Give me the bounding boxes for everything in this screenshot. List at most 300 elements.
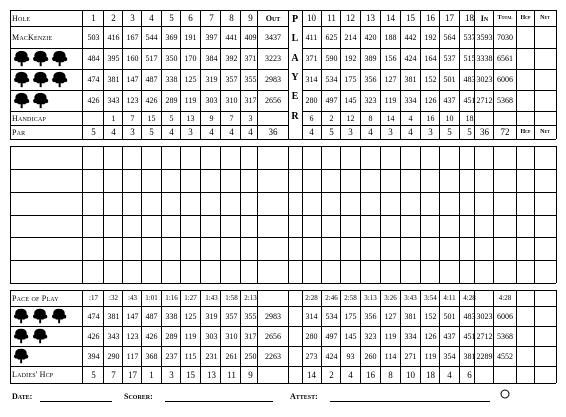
yardage-cell: 424 bbox=[404, 54, 417, 63]
publisher-logo bbox=[500, 389, 510, 400]
rule-line bbox=[556, 10, 557, 139]
yardage-cell: 544 bbox=[145, 33, 158, 42]
yardage-cell: 437 bbox=[443, 96, 456, 105]
handicap-cell: 13 bbox=[186, 113, 195, 123]
yardage-cell: 356 bbox=[364, 75, 377, 84]
rule-line bbox=[556, 290, 557, 383]
in-yardage: 3338 bbox=[476, 54, 493, 63]
pace-cell: 1:58 bbox=[225, 294, 238, 302]
tree-icon bbox=[13, 71, 30, 88]
yardage-cell: 152 bbox=[424, 75, 437, 84]
pace-cell: :32 bbox=[109, 294, 118, 302]
rule-line bbox=[493, 10, 494, 139]
rule-line bbox=[534, 146, 535, 283]
pace-cell: 2:13 bbox=[244, 294, 257, 302]
pace-cell: 2:58 bbox=[344, 294, 357, 302]
pace-cell: 2:46 bbox=[325, 294, 338, 302]
rule-line bbox=[240, 146, 241, 283]
ladies-hcp-row bbox=[0, 366, 566, 383]
yardage-cell: 397 bbox=[205, 33, 218, 42]
rule-line bbox=[122, 290, 123, 383]
rule-line bbox=[82, 290, 83, 383]
handicap-cell: 16 bbox=[426, 113, 435, 123]
yardage-cell: 119 bbox=[424, 351, 437, 361]
yardage-cell: 127 bbox=[384, 311, 397, 321]
hole-number: 12 bbox=[346, 13, 355, 23]
tree-icon bbox=[32, 92, 49, 109]
yardage-cell: 260 bbox=[364, 351, 377, 361]
hole-number: 13 bbox=[366, 13, 375, 23]
yardage-cell: 451 bbox=[463, 331, 476, 341]
ladies-hcp-cell: 5 bbox=[91, 369, 96, 380]
in-yardage: 3593 bbox=[476, 33, 493, 42]
yardage-cell: 237 bbox=[165, 351, 178, 361]
pace-row bbox=[0, 290, 566, 306]
rule-line bbox=[534, 10, 535, 139]
tree-icon bbox=[32, 308, 48, 324]
par-label: Par bbox=[12, 127, 26, 137]
rule-line bbox=[420, 290, 421, 383]
par-out: 36 bbox=[268, 127, 278, 137]
yardage-cell: 354 bbox=[443, 351, 456, 361]
pace-cell: 1:43 bbox=[205, 294, 218, 302]
yardage-cell: 317 bbox=[244, 331, 257, 341]
ladies-tee-row bbox=[0, 306, 566, 326]
ladies-hcp-cell: 14 bbox=[307, 369, 316, 380]
yardage-cell: 411 bbox=[305, 33, 318, 42]
hole-number: 5 bbox=[169, 13, 174, 23]
ladies-hcp-cell: 10 bbox=[406, 369, 415, 380]
par-cell: 3 bbox=[428, 127, 433, 137]
out-yardage: 2656 bbox=[265, 96, 281, 105]
par-cell: 4 bbox=[169, 127, 174, 137]
tree-icon bbox=[13, 328, 29, 344]
yardage-cell: 381 bbox=[107, 75, 120, 84]
par-in: 36 bbox=[480, 127, 489, 137]
in-yardage: 2712 bbox=[476, 331, 493, 341]
hole-number: 15 bbox=[406, 13, 415, 23]
rule-line bbox=[10, 10, 288, 11]
yardage-cell: 123 bbox=[126, 96, 139, 105]
yardage-cell: 289 bbox=[165, 96, 178, 105]
total-yardage: 6006 bbox=[497, 311, 513, 321]
yardage-cell: 395 bbox=[107, 54, 120, 63]
rule-line bbox=[10, 125, 288, 126]
yardage-cell: 389 bbox=[364, 54, 377, 63]
yardage-cell: 426 bbox=[145, 331, 158, 341]
rule-line bbox=[516, 146, 517, 283]
yardage-cell: 117 bbox=[126, 351, 139, 361]
rule-line bbox=[474, 146, 475, 283]
rule-line bbox=[380, 146, 381, 283]
yardage-cell: 409 bbox=[244, 33, 257, 42]
handicap-cell: 3 bbox=[248, 113, 253, 123]
out-yardage: 3437 bbox=[265, 33, 281, 42]
yardage-cell: 474 bbox=[87, 311, 100, 321]
par-total: 72 bbox=[500, 127, 510, 137]
handicap-cell: 6 bbox=[309, 113, 314, 123]
yardage-cell: 426 bbox=[87, 331, 100, 341]
out-yardage: 2983 bbox=[265, 75, 281, 84]
attest-field-line[interactable] bbox=[330, 401, 490, 402]
yardage-cell: 290 bbox=[107, 351, 120, 361]
hole-number: 6 bbox=[188, 13, 193, 23]
player-letter: P bbox=[291, 14, 299, 26]
handicap-cell: 7 bbox=[229, 113, 234, 123]
par-cell: 4 bbox=[309, 127, 314, 137]
tee-row bbox=[0, 48, 566, 69]
tree-icon bbox=[32, 50, 49, 67]
hole-number: 10 bbox=[307, 13, 316, 23]
yardage-cell: 250 bbox=[244, 351, 257, 361]
yardage-cell: 145 bbox=[344, 331, 357, 341]
ladies-hcp-label: Ladies' Hcp bbox=[12, 370, 54, 379]
par-cell: 3 bbox=[388, 127, 393, 137]
yardage-cell: 357 bbox=[225, 75, 238, 84]
handicap-row bbox=[0, 111, 566, 125]
rule-line bbox=[122, 10, 123, 139]
tee-row bbox=[0, 90, 566, 111]
rule-line bbox=[141, 146, 142, 283]
yardage-cell: 303 bbox=[205, 96, 218, 105]
yardage-cell: 126 bbox=[424, 96, 437, 105]
handicap-cell: 4 bbox=[408, 113, 413, 123]
par-cell: 4 bbox=[248, 127, 253, 137]
handicap-cell: 5 bbox=[169, 113, 174, 123]
yardage-cell: 369 bbox=[165, 33, 178, 42]
rule-line bbox=[474, 290, 475, 383]
tree-icon bbox=[51, 71, 68, 88]
yardage-cell: 534 bbox=[325, 75, 338, 84]
yardage-cell: 192 bbox=[424, 33, 437, 42]
yardage-cell: 160 bbox=[126, 54, 139, 63]
yardage-cell: 164 bbox=[424, 54, 437, 63]
yardage-cell: 392 bbox=[225, 54, 238, 63]
yardage-cell: 384 bbox=[205, 54, 218, 63]
yardage-cell: 93 bbox=[346, 351, 355, 361]
out-yardage: 2983 bbox=[265, 311, 281, 321]
tee-row bbox=[0, 27, 566, 48]
yardage-cell: 119 bbox=[384, 96, 397, 105]
attest-field: Attest: bbox=[290, 392, 318, 401]
yardage-cell: 371 bbox=[305, 54, 318, 63]
yardage-cell: 323 bbox=[364, 96, 377, 105]
yardage-cell: 119 bbox=[384, 331, 397, 341]
pace-cell: 1:16 bbox=[165, 294, 178, 302]
ladies-hcp-cell: 3 bbox=[169, 369, 174, 380]
scorer-field-line[interactable] bbox=[165, 401, 273, 402]
ladies-hcp-cell: 2 bbox=[329, 369, 334, 380]
par-cell: 4 bbox=[111, 127, 116, 137]
scorer-field: Scorer: bbox=[124, 392, 153, 401]
out-yardage: 2263 bbox=[265, 351, 281, 361]
rule-line bbox=[180, 10, 181, 139]
total-yardage: 6006 bbox=[497, 75, 513, 84]
yardage-cell: 261 bbox=[225, 351, 238, 361]
pace-total: 4:28 bbox=[498, 294, 512, 302]
yardage-cell: 167 bbox=[126, 33, 139, 42]
player-letter: E bbox=[291, 91, 299, 103]
rule-line bbox=[439, 146, 440, 283]
tree-icon bbox=[51, 308, 67, 324]
tee-row bbox=[0, 69, 566, 90]
tree-icon bbox=[51, 50, 68, 67]
hole-number: 4 bbox=[149, 13, 154, 23]
rule-line bbox=[82, 146, 83, 283]
rule-line bbox=[556, 146, 557, 283]
yardage-cell: 119 bbox=[184, 331, 197, 341]
handicap-cell: 10 bbox=[445, 113, 454, 123]
yardage-cell: 590 bbox=[325, 54, 338, 63]
yardage-cell: 280 bbox=[305, 96, 318, 105]
hole-label: Hole bbox=[12, 13, 31, 23]
yardage-cell: 437 bbox=[443, 331, 456, 341]
rule-line bbox=[459, 10, 460, 139]
total-yardage: 5368 bbox=[497, 331, 513, 341]
ladies-hcp-cell: 11 bbox=[227, 369, 236, 380]
rule-line bbox=[200, 146, 201, 283]
in-label: In bbox=[480, 13, 489, 23]
rule-line bbox=[321, 10, 322, 139]
yardage-cell: 625 bbox=[325, 33, 338, 42]
yardage-cell: 343 bbox=[107, 331, 120, 341]
par-cell: 3 bbox=[130, 127, 135, 137]
yardage-cell: 497 bbox=[325, 331, 338, 341]
yardage-cell: 310 bbox=[225, 331, 238, 341]
handicap-cell bbox=[84, 111, 103, 125]
rule-line bbox=[302, 290, 303, 383]
handicap-cell: 9 bbox=[209, 113, 214, 123]
yardage-cell: 424 bbox=[325, 351, 338, 361]
rule-line bbox=[474, 10, 475, 139]
par-row bbox=[0, 125, 566, 139]
rule-line bbox=[161, 146, 162, 283]
rule-line bbox=[103, 290, 104, 383]
yardage-cell: 156 bbox=[384, 54, 397, 63]
yardage-cell: 114 bbox=[384, 351, 397, 361]
handicap-cell: 2 bbox=[329, 113, 334, 123]
yardage-cell: 474 bbox=[87, 75, 100, 84]
hcp-label: Hcp bbox=[520, 15, 531, 21]
out-yardage: 2656 bbox=[265, 331, 281, 341]
rule-line bbox=[257, 290, 258, 383]
rule-line bbox=[302, 146, 303, 283]
yardage-cell: 338 bbox=[165, 75, 178, 84]
yardage-cell: 343 bbox=[107, 96, 120, 105]
yardage-cell: 426 bbox=[87, 96, 100, 105]
total-yardage: 5368 bbox=[497, 96, 513, 105]
player-letter: A bbox=[291, 52, 299, 64]
rule-line bbox=[161, 10, 162, 139]
rule-line bbox=[10, 146, 11, 283]
rule-line bbox=[493, 146, 494, 283]
yardage-cell: 420 bbox=[364, 33, 377, 42]
tree-icon bbox=[32, 71, 49, 88]
par-cell: 4 bbox=[209, 127, 214, 137]
yardage-cell: 381 bbox=[107, 311, 120, 321]
rule-line bbox=[240, 290, 241, 383]
ladies-tee-row bbox=[0, 346, 566, 366]
yardage-cell: 503 bbox=[87, 33, 100, 42]
rule-line bbox=[122, 146, 123, 283]
yardage-cell: 368 bbox=[145, 351, 158, 361]
ladies-hcp-cell: 18 bbox=[426, 369, 435, 380]
pace-cell: 2:28 bbox=[305, 294, 318, 302]
yardage-cell: 152 bbox=[424, 311, 437, 321]
rule-line bbox=[200, 290, 201, 383]
rule-line bbox=[180, 290, 181, 383]
hole-number: 16 bbox=[426, 13, 435, 23]
yardage-cell: 119 bbox=[184, 96, 197, 105]
par-cell: 4 bbox=[368, 127, 373, 137]
ladies-hcp-cell: 15 bbox=[186, 369, 195, 380]
yardage-cell: 416 bbox=[107, 33, 120, 42]
pace-cell: 3:54 bbox=[424, 294, 437, 302]
rule-line bbox=[240, 10, 241, 139]
yardage-cell: 426 bbox=[145, 96, 158, 105]
rule-line bbox=[439, 10, 440, 139]
rule-line bbox=[302, 10, 303, 139]
ladies-hcp-cell: 9 bbox=[248, 369, 253, 380]
yardage-cell: 394 bbox=[87, 351, 100, 361]
hole-number: 17 bbox=[445, 13, 454, 23]
yardage-cell: 537 bbox=[463, 33, 476, 42]
ladies-tee-row bbox=[0, 326, 566, 346]
rule-line bbox=[321, 290, 322, 383]
rule-line bbox=[288, 10, 302, 11]
yardage-cell: 310 bbox=[225, 96, 238, 105]
yardage-cell: 534 bbox=[325, 311, 338, 321]
yardage-cell: 175 bbox=[344, 311, 357, 321]
yardage-cell: 355 bbox=[244, 75, 257, 84]
yardage-cell: 350 bbox=[165, 54, 178, 63]
handicap-cell: 15 bbox=[147, 113, 156, 123]
rule-line bbox=[439, 290, 440, 383]
yardage-cell: 145 bbox=[344, 96, 357, 105]
yardage-cell: 355 bbox=[244, 311, 257, 321]
rule-line bbox=[340, 10, 341, 139]
pace-label: Pace of Play bbox=[12, 293, 59, 303]
yardage-cell: 289 bbox=[165, 331, 178, 341]
yardage-cell: 126 bbox=[424, 331, 437, 341]
rule-line bbox=[141, 10, 142, 139]
par-cell: 5 bbox=[467, 127, 472, 137]
yardage-cell: 334 bbox=[404, 96, 417, 105]
yardage-cell: 371 bbox=[244, 54, 257, 63]
tree-icon bbox=[13, 92, 30, 109]
total-yardage: 6561 bbox=[497, 54, 513, 63]
yardage-cell: 442 bbox=[404, 33, 417, 42]
rule-line bbox=[400, 146, 401, 283]
yardage-cell: 303 bbox=[205, 331, 218, 341]
tree-icon bbox=[13, 348, 29, 364]
par-cell: 4 bbox=[408, 127, 413, 137]
yardage-cell: 147 bbox=[126, 311, 139, 321]
rule-line bbox=[302, 139, 556, 140]
out-yardage: 3223 bbox=[265, 54, 281, 63]
yardage-cell: 483 bbox=[463, 75, 476, 84]
rule-line bbox=[10, 48, 288, 49]
pace-cell: :43 bbox=[128, 294, 137, 302]
rule-line bbox=[340, 146, 341, 283]
hole-number: 1 bbox=[91, 13, 96, 23]
rule-line bbox=[180, 146, 181, 283]
rule-line bbox=[459, 146, 460, 283]
rule-line bbox=[220, 10, 221, 139]
rule-line bbox=[10, 111, 288, 112]
in-yardage: 3023 bbox=[476, 311, 493, 321]
handicap-cell: 12 bbox=[346, 113, 355, 123]
rule-line bbox=[459, 290, 460, 383]
hole-number: 3 bbox=[130, 13, 135, 23]
ladies-hcp-cell: 4 bbox=[447, 369, 452, 380]
ladies-hcp-cell: 6 bbox=[467, 369, 472, 380]
pace-cell: 1:27 bbox=[184, 294, 197, 302]
yardage-cell: 192 bbox=[344, 54, 357, 63]
ladies-hcp-cell: 17 bbox=[128, 369, 137, 380]
tree-icon bbox=[13, 50, 30, 67]
yardage-cell: 123 bbox=[126, 331, 139, 341]
rule-line bbox=[400, 10, 401, 139]
rule-line bbox=[257, 146, 258, 283]
yardage-cell: 357 bbox=[225, 311, 238, 321]
date-field-line[interactable] bbox=[40, 401, 112, 402]
yardage-cell: 483 bbox=[463, 311, 476, 321]
yardage-cell: 381 bbox=[404, 311, 417, 321]
yardage-cell: 125 bbox=[184, 311, 197, 321]
rule-line bbox=[10, 139, 288, 140]
yardage-cell: 273 bbox=[305, 351, 318, 361]
yardage-cell: 271 bbox=[404, 351, 417, 361]
yardage-cell: 127 bbox=[384, 75, 397, 84]
hole-number: 8 bbox=[229, 13, 234, 23]
in-yardage: 3023 bbox=[476, 75, 493, 84]
rule-line bbox=[10, 90, 288, 91]
player-letter: R bbox=[291, 110, 299, 122]
rule-line bbox=[288, 290, 289, 383]
handicap-label: Handicap bbox=[12, 113, 47, 123]
ladies-hcp-cell: 13 bbox=[207, 369, 216, 380]
yardage-cell: 451 bbox=[463, 96, 476, 105]
yardage-cell: 356 bbox=[364, 311, 377, 321]
handicap-cell: 8 bbox=[368, 113, 373, 123]
in-yardage: 2289 bbox=[476, 351, 493, 361]
par-net: Net bbox=[540, 129, 550, 135]
player-letter: Y bbox=[291, 72, 299, 84]
yardage-cell: 487 bbox=[145, 75, 158, 84]
yardage-cell: 191 bbox=[184, 33, 197, 42]
rule-line bbox=[10, 26, 288, 27]
rule-line bbox=[380, 10, 381, 139]
pace-cell: 3:26 bbox=[384, 294, 397, 302]
ladies-hcp-cell: 16 bbox=[366, 369, 375, 380]
hole-number: 11 bbox=[327, 13, 336, 23]
pace-cell: 4:11 bbox=[443, 294, 456, 302]
ladies-hcp-cell: 7 bbox=[111, 369, 116, 380]
pace-cell: 1:01 bbox=[145, 294, 158, 302]
rule-line bbox=[340, 290, 341, 383]
yardage-cell: 564 bbox=[443, 33, 456, 42]
rule-line bbox=[10, 290, 11, 383]
yardage-cell: 188 bbox=[384, 33, 397, 42]
rule-line bbox=[141, 290, 142, 383]
rule-line bbox=[288, 146, 289, 283]
yardage-cell: 501 bbox=[443, 75, 456, 84]
handicap-cell: 1 bbox=[111, 113, 116, 123]
yardage-cell: 334 bbox=[404, 331, 417, 341]
rule-line bbox=[10, 69, 288, 70]
pace-cell: :17 bbox=[89, 294, 98, 302]
